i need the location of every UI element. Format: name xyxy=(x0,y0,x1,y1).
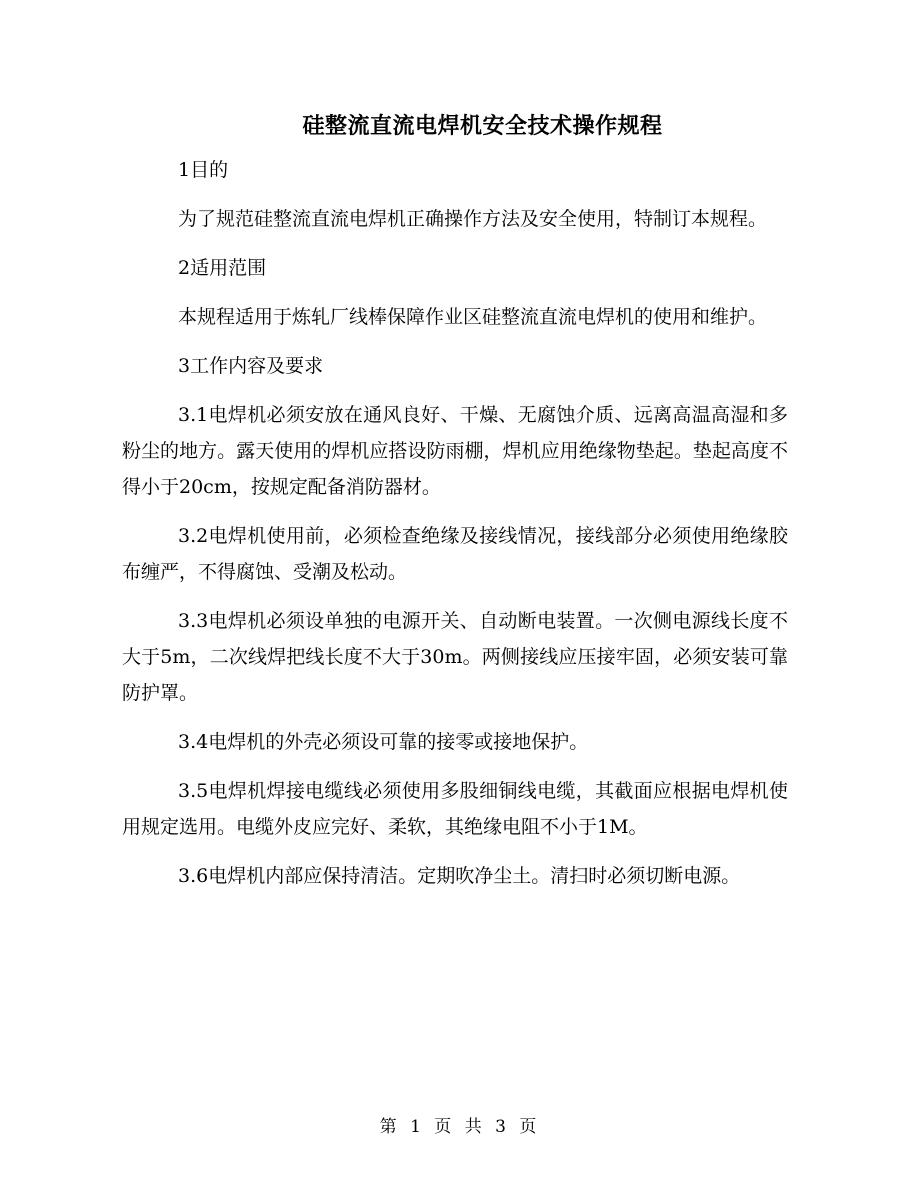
document-title: 硅整流直流电焊机安全技术操作规程 xyxy=(302,113,663,139)
page-number-footer: 第 1 页 共 3 页 xyxy=(379,1117,541,1137)
section-heading-requirements: 3工作内容及要求 xyxy=(178,355,324,377)
paragraph-scope: 本规程适用于炼轧厂线棒保障作业区硅整流直流电焊机的使用和维护。 xyxy=(178,306,768,328)
paragraph-3-1: 3.1电焊机必须安放在通风良好、干燥、无腐蚀介质、远离高温高湿和多粉尘的地方。露天使用的焊机应搭设防雨棚，焊机应用绝缘物垫起。垫起高度不得小于20cm，按规定配备消防器材。 xyxy=(122,404,788,498)
paragraph-3-3: 3.3电焊机必须设单独的电源开关、自动断电装置。一次侧电源线长度不大于5m，二次线焊把线长度不大于30m。两侧接线应压接牢固，必须安装可靠防护罩。 xyxy=(122,610,788,704)
paragraph-3-2: 3.2电焊机使用前，必须检查绝缘及接线情况，接线部分必须使用绝缘胶布缠严，不得腐蚀、受潮及松动。 xyxy=(122,525,788,583)
paragraph-purpose: 为了规范硅整流直流电焊机正确操作方法及安全使用，特制订本规程。 xyxy=(178,208,768,230)
paragraph-3-6: 3.6电焊机内部应保持清洁。定期吹净尘土。清扫时必须切断电源。 xyxy=(178,865,741,887)
section-heading-scope: 2适用范围 xyxy=(178,257,267,279)
paragraph-3-5: 3.5电焊机焊接电缆线必须使用多股细铜线电缆，其截面应根据电焊机使用规定选用。电缆外皮应完好、柔软，其绝缘电阻不小于1M。 xyxy=(122,780,788,838)
section-heading-purpose: 1目的 xyxy=(178,159,229,181)
paragraph-3-4: 3.4电焊机的外壳必须设可靠的接零或接地保护。 xyxy=(178,731,589,753)
document-body xyxy=(122,152,788,907)
